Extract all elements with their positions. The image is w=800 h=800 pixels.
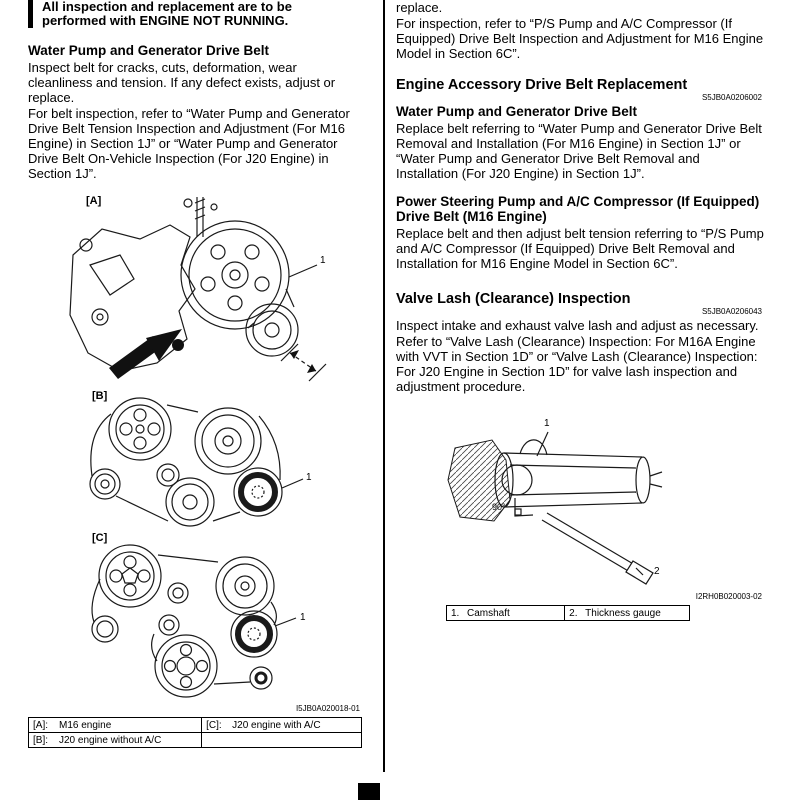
belt-diagram-j20-ac-art <box>28 530 362 702</box>
figure-label-c: [C] <box>92 532 108 544</box>
heading-belt-replacement: Engine Accessory Drive Belt Replacement <box>396 77 688 93</box>
page-edge-mark <box>358 783 380 800</box>
legend-a-label: [A]: <box>33 719 49 731</box>
left-column <box>28 0 362 748</box>
figure-label-b: [B] <box>92 390 108 402</box>
column-divider <box>383 0 385 772</box>
valve-lash-diagram-art <box>396 418 764 590</box>
figure-belt-j20-ac <box>28 530 362 702</box>
legend-row <box>447 606 690 621</box>
para-inspect-belt: Inspect belt for cracks, cuts, deformation, wear cleanliness and tension. If any defect exists, adjust or replace. <box>28 60 336 105</box>
legend-b-text: J20 engine without A/C <box>59 734 162 746</box>
legend-2-num: 2. <box>569 607 578 619</box>
figure-valve-callout-1: 1 <box>544 418 550 429</box>
para-ps-pump-replace: Replace belt and then adjust belt tension referring to “P/S Pump and A/C Compressor (If Equipped) Drive Belt Removal and Installation for M16 Engine Model in Section 6C”. <box>396 226 764 271</box>
para-valve-lash-1: Inspect intake and exhaust valve lash and adjust as necessary. <box>396 318 759 333</box>
m16-engine-lineart <box>70 197 326 381</box>
legend-1-text: Camshaft <box>467 607 510 619</box>
figure-belt-m16 <box>28 193 362 388</box>
heading-water-pump-belt: Water Pump and Generator Drive Belt <box>28 43 270 58</box>
para-water-pump-replace: Replace belt referring to “Water Pump and Generator Drive Belt Removal and Installation (For M16 Engine) in Section 1J” or “Water Pump and Generator Drive Belt Removal and Installation (For J20 Engine) in Section 1J”. <box>396 121 762 181</box>
legend-cell-thickness-gauge <box>565 606 690 621</box>
subheading-water-pump-belt: Water Pump and Generator Drive Belt <box>396 104 638 119</box>
figure-b-callout-1: 1 <box>306 472 312 483</box>
legend-a-text: M16 engine <box>59 719 112 731</box>
para-ps-pump-inspection-ref: For inspection, refer to “P/S Pump and A/C Compressor (If Equipped) Drive Belt Inspection and Adjustment for M16 Engine Model in Section 6C”. <box>396 16 764 61</box>
section-code-belt-replacement: S5JB0A0206002 <box>701 93 762 102</box>
figure-angle-label: 90° <box>492 502 506 512</box>
belt-diagram-j20-no-ac-art <box>28 388 362 530</box>
section-code-valve-lash: S5JB0A0206043 <box>701 307 762 316</box>
belt-legend-table <box>28 717 362 748</box>
para-continuation: replace. <box>396 0 443 15</box>
figure-c-callout-1: 1 <box>300 612 306 623</box>
j20-ac-lineart <box>92 545 296 697</box>
legend-cell-a <box>29 718 202 733</box>
legend-1-num: 1. <box>451 607 460 619</box>
camshaft-lineart <box>495 432 662 584</box>
valve-lash-legend-table <box>446 605 690 621</box>
para-belt-inspection-ref: For belt inspection, refer to “Water Pump and Generator Drive Belt Tension Inspection and Adjustment (For M16 Engine) in Section 1J” or “Water Pump and Generator Drive Belt On-Vehicle Inspection (For J20 Engine) in Section 1J”. <box>28 106 350 181</box>
heading-valve-lash: Valve Lash (Clearance) Inspection <box>396 291 631 307</box>
legend-cell-camshaft <box>447 606 565 621</box>
figure-valve-lash <box>396 418 764 590</box>
legend-cell-empty <box>202 733 362 748</box>
legend-cell-b <box>29 733 202 748</box>
figure-label-a: [A] <box>86 195 102 207</box>
warning-notice <box>28 0 340 28</box>
legend-c-label: [C]: <box>206 719 222 731</box>
legend-cell-c <box>202 718 362 733</box>
para-valve-lash-2: Refer to “Valve Lash (Clearance) Inspection: For M16A Engine with VVT in Section 1D” or “Valve Lash (Clearance) Inspection: For J20 Engine in Section 1D” for valve lash inspection and adjustment procedure. <box>396 334 758 394</box>
figure-code-left: I5JB0A020018-01 <box>295 704 360 713</box>
legend-b-label: [B]: <box>33 734 49 746</box>
figure-a-callout-1: 1 <box>320 255 326 266</box>
figure-valve-callout-2: 2 <box>654 566 660 577</box>
legend-row-2 <box>29 733 362 748</box>
right-column <box>396 0 764 621</box>
m16-engine-solids <box>109 329 316 379</box>
legend-row-1 <box>29 718 362 733</box>
legend-2-text: Thickness gauge <box>585 607 661 619</box>
subheading-ps-pump-belt: Power Steering Pump and A/C Compressor (If Equipped) Drive Belt (M16 Engine) <box>396 194 760 224</box>
belt-diagram-m16-art <box>28 193 362 388</box>
figure-belt-j20-no-ac <box>28 388 362 530</box>
figure-code-right: I2RH0B020003-02 <box>695 592 762 601</box>
warning-notice-text: All inspection and replacement are to be performed with ENGINE NOT RUNNING. <box>42 0 292 28</box>
j20-no-ac-lineart <box>90 398 303 526</box>
legend-c-text: J20 engine with A/C <box>232 719 321 731</box>
